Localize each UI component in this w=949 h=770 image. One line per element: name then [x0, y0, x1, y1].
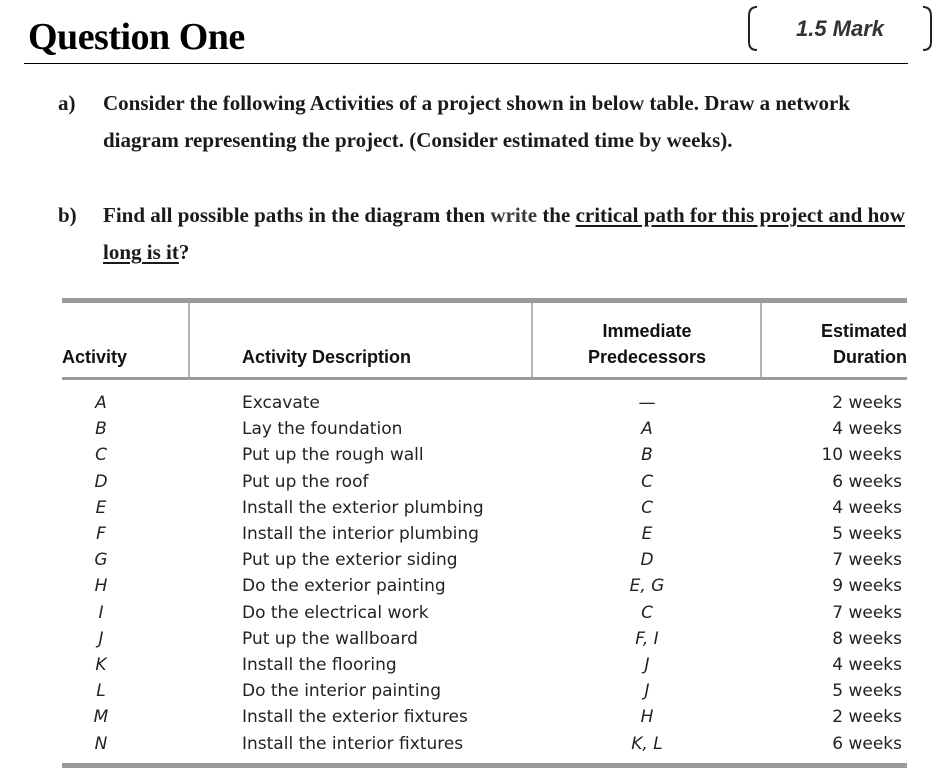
activity-cell: M	[93, 707, 109, 728]
predecessors-cell: E	[641, 524, 653, 544]
predecessors-cell: F, I	[635, 628, 659, 649]
description-cell: Install the interior fixtures	[242, 733, 464, 754]
predecessors-cell: E, G	[629, 576, 665, 597]
question-b-underlined: critical path for this project and how long is it	[103, 203, 905, 264]
description-cell: Do the exterior painting	[242, 576, 446, 597]
question-b-label: b)	[58, 203, 77, 227]
duration-cell: 5 weeks	[832, 524, 902, 544]
title-divider	[24, 63, 908, 64]
duration-cell: 6 weeks	[832, 733, 902, 754]
duration-cell: 9 weeks	[832, 576, 902, 597]
description-cell: Put up the exterior siding	[242, 550, 458, 571]
description-cell: Do the electrical work	[242, 602, 429, 623]
table-row	[62, 469, 907, 495]
activity-cell: J	[98, 628, 104, 649]
predecessors-cell: K, L	[631, 733, 663, 754]
header-description: Activity Description	[242, 347, 412, 367]
activity-cell: B	[95, 419, 107, 440]
mark-value: 1.5 Mark	[795, 16, 885, 41]
activity-cell: D	[94, 471, 108, 492]
description-cell: Put up the rough wall	[242, 445, 424, 466]
table-row	[62, 600, 907, 626]
description-cell: Install the interior plumbing	[242, 524, 479, 544]
header-activity: Activity	[62, 347, 128, 367]
activity-cell: H	[94, 576, 108, 597]
header-duration-line2: Duration	[833, 347, 907, 367]
duration-cell: 10 weeks	[821, 445, 902, 466]
duration-cell: 7 weeks	[832, 602, 902, 623]
duration-cell: 4 weeks	[832, 419, 902, 440]
question-a-label: a)	[58, 91, 76, 115]
header-duration-line1: Estimated	[820, 321, 907, 341]
table-row	[62, 416, 907, 442]
activity-cell: F	[96, 524, 106, 544]
duration-cell: 5 weeks	[832, 681, 902, 702]
activity-cell: I	[98, 602, 104, 623]
predecessors-cell: C	[641, 497, 653, 518]
duration-cell: 4 weeks	[832, 497, 902, 518]
predecessors-cell: A	[641, 419, 653, 440]
predecessors-cell: J	[644, 681, 650, 702]
header-predecessors-line2: Predecessors	[587, 347, 707, 367]
table-row	[62, 547, 907, 573]
question-title: Question One	[28, 16, 245, 58]
table-row	[62, 626, 907, 652]
table-bottom-rule	[62, 763, 907, 768]
predecessors-cell: C	[641, 602, 653, 623]
table-row	[62, 521, 907, 547]
question-a-text: Consider the following Activities of a project shown in below table. Draw a network diagram representing the project. (Consider estimated time by weeks).	[103, 91, 851, 152]
question-b-part1: Find all possible paths in the diagram then	[103, 203, 486, 227]
activity-cell: A	[95, 393, 107, 413]
description-cell: Install the exterior plumbing	[242, 497, 484, 518]
activity-cell: E	[95, 497, 107, 518]
table-row	[62, 652, 907, 678]
activity-cell: C	[95, 445, 107, 466]
table-row	[62, 573, 907, 599]
predecessors-cell: H	[640, 707, 654, 728]
description-cell: Excavate	[242, 393, 320, 413]
activity-cell: G	[94, 550, 108, 571]
duration-cell: 8 weeks	[832, 628, 902, 649]
question-b-part2: write	[490, 203, 538, 227]
table-row	[62, 678, 907, 704]
header-duration	[780, 318, 907, 370]
table-row	[62, 390, 907, 416]
question-b-part3: the	[542, 203, 571, 227]
table-col-divider	[760, 303, 762, 377]
table-row	[62, 731, 907, 757]
description-cell: Install the flooring	[242, 655, 397, 675]
predecessors-cell: D	[640, 550, 654, 571]
duration-cell: 2 weeks	[832, 393, 902, 413]
question-b-text	[103, 197, 923, 271]
header-predecessors	[562, 318, 732, 370]
activity-cell: L	[96, 681, 106, 702]
description-cell: Install the exterior fixtures	[242, 707, 468, 728]
table-header-rule	[62, 377, 907, 380]
table-row	[62, 495, 907, 521]
predecessors-cell: —	[638, 393, 656, 413]
mark-box	[745, 4, 935, 52]
table-row	[62, 442, 907, 468]
activity-cell: N	[94, 733, 108, 754]
duration-cell: 7 weeks	[832, 550, 902, 571]
description-cell: Lay the foundation	[242, 419, 403, 440]
description-cell: Put up the wallboard	[242, 628, 418, 649]
predecessors-cell: J	[644, 655, 650, 675]
description-cell: Put up the roof	[242, 471, 369, 492]
table-col-divider	[531, 303, 533, 377]
table-row	[62, 704, 907, 730]
activity-cell: K	[95, 655, 107, 675]
duration-cell: 6 weeks	[832, 471, 902, 492]
description-cell: Do the interior painting	[242, 681, 441, 702]
predecessors-cell: B	[641, 445, 653, 466]
header-predecessors-line1: Immediate	[602, 321, 692, 341]
question-b-end: ?	[178, 240, 190, 264]
duration-cell: 2 weeks	[832, 707, 902, 728]
predecessors-cell: C	[641, 471, 653, 492]
table-col-divider	[188, 303, 190, 377]
duration-cell: 4 weeks	[832, 655, 902, 675]
